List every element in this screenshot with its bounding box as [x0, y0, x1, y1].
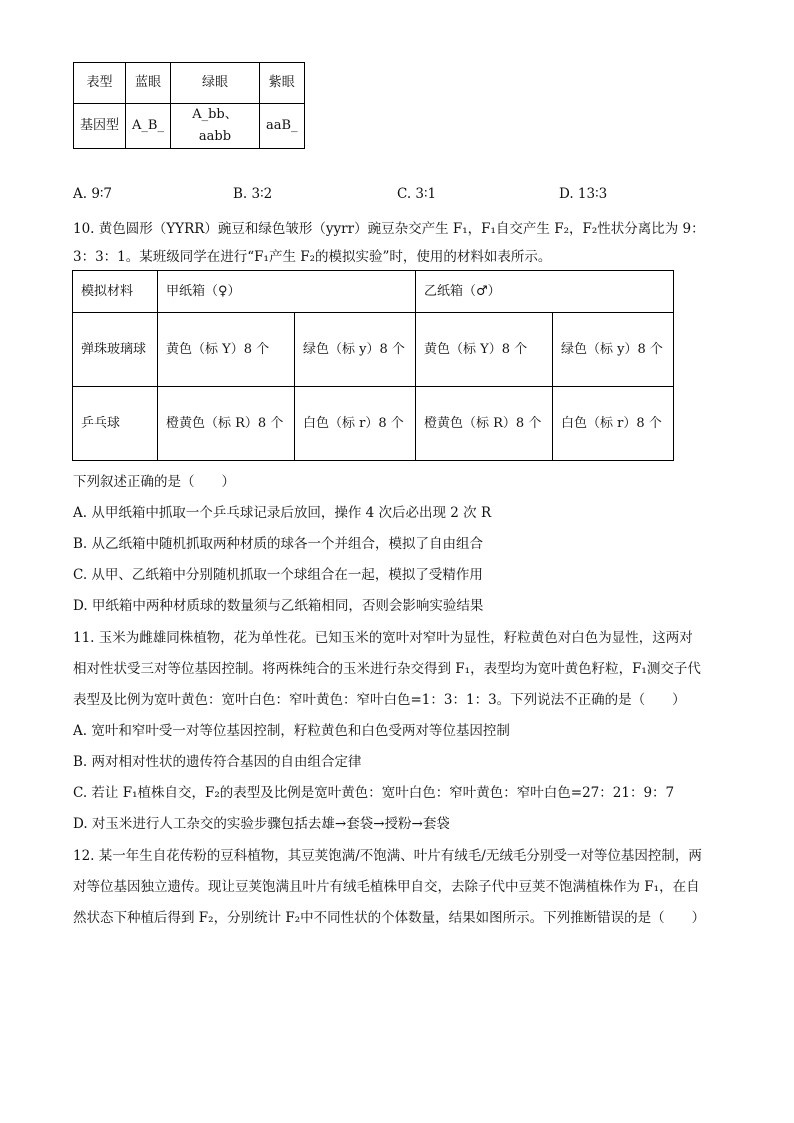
- option-b: B. 两对相对性状的遗传符合基因的自由组合定律: [73, 754, 362, 770]
- option-d: D. 13∶3: [559, 186, 608, 202]
- table-cell: A_bb、aabb: [170, 104, 259, 149]
- table-cell: 白色（标 r）8 个: [295, 387, 416, 461]
- table-cell: 橙黄色（标 R）8 个: [158, 387, 295, 461]
- eye-color-table: [73, 62, 305, 149]
- table-cell: A_B_: [126, 104, 171, 149]
- table-cell: 绿色（标 y）8 个: [553, 313, 674, 387]
- question-11-line-2: 相对性状受三对等位基因控制。将两株纯合的玉米进行杂交得到 F₁，表型均为宽叶黄色籽粒，F₁测交子代: [73, 661, 701, 677]
- question-10-prompt: 下列叙述正确的是（ ）: [73, 474, 235, 490]
- table-row: [73, 271, 674, 313]
- table-row: [73, 387, 674, 461]
- table-cell: 绿色（标 y）8 个: [295, 313, 416, 387]
- table-cell: 蓝眼: [126, 63, 171, 104]
- table-cell: 模拟材料: [73, 271, 158, 313]
- table-cell: 弹珠玻璃球: [73, 313, 158, 387]
- table-cell: aaB_: [259, 104, 304, 149]
- table-row: [73, 313, 674, 387]
- table-cell: 黄色（标 Y）8 个: [416, 313, 553, 387]
- option-a: A. 宽叶和窄叶受一对等位基因控制，籽粒黄色和白色受两对等位基因控制: [73, 723, 510, 739]
- table-cell: 乒乓球: [73, 387, 158, 461]
- option-b: B. 从乙纸箱中随机抓取两种材质的球各一个并组合，模拟了自由组合: [73, 536, 484, 552]
- table-cell: 白色（标 r）8 个: [553, 387, 674, 461]
- option-c: C. 3∶1: [397, 186, 437, 202]
- table-cell: 乙纸箱（♂）: [416, 271, 674, 313]
- table-cell: 黄色（标 Y）8 个: [158, 313, 295, 387]
- question-11-line-3: 表型及比例为宽叶黄色：宽叶白色：窄叶黄色：窄叶白色=1：3：1：3。下列说法不正确的是（ ）: [73, 692, 686, 708]
- question-12-line-2: 对等位基因独立遗传。现让豆荚饱满且叶片有绒毛植株甲自交，去除子代中豆荚不饱满植株作为 F₁，在自: [73, 879, 700, 895]
- question-11-line-1: 11. 玉米为雌雄同株植物，花为单性花。已知玉米的宽叶对窄叶为显性，籽粒黄色对白色为显性，这两对: [73, 630, 693, 646]
- option-a: A. 从甲纸箱中抓取一个乒乓球记录后放回，操作 4 次后必出现 2 次 R: [73, 505, 492, 521]
- option-c: C. 若让 F₁植株自交，F₂的表型及比例是宽叶黄色：宽叶白色：窄叶黄色：窄叶白色=27：21：9：7: [73, 785, 675, 801]
- option-d: D. 甲纸箱中两种材质球的数量须与乙纸箱相同，否则会影响实验结果: [73, 598, 484, 614]
- materials-table: [72, 270, 674, 461]
- question-10-stem-line-2: 3：3：1。某班级同学在进行“F₁产生 F₂的模拟实验”时，使用的材料如表所示。: [73, 249, 552, 265]
- table-cell: 紫眼: [259, 63, 304, 104]
- question-12-line-1: 12. 某一年生自花传粉的豆科植物，其豆荚饱满/不饱满、叶片有绒毛/无绒毛分别受一对等位基因控制，两: [73, 848, 702, 864]
- table-cell: 橙黄色（标 R）8 个: [416, 387, 553, 461]
- table-cell: 表型: [74, 63, 126, 104]
- table-cell: 甲纸箱（♀）: [158, 271, 416, 313]
- table-cell: 基因型: [74, 104, 126, 149]
- option-b: B. 3∶2: [233, 186, 273, 202]
- table-cell: 绿眼: [170, 63, 259, 104]
- option-a: A. 9∶7: [73, 186, 113, 202]
- question-10-stem-line-1: 10. 黄色圆形（YYRR）豌豆和绿色皱形（yyrr）豌豆杂交产生 F₁，F₁自交产生 F₂，F₂性状分离比为 9：: [73, 221, 705, 237]
- option-c: C. 从甲、乙纸箱中分别随机抓取一个球组合在一起，模拟了受精作用: [73, 567, 483, 583]
- option-d: D. 对玉米进行人工杂交的实验步骤包括去雄→套袋→授粉→套袋: [73, 816, 450, 832]
- question-12-line-3: 然状态下种植后得到 F₂，分别统计 F₂中不同性状的个体数量，结果如图所示。下列推断错误的是（ ）: [73, 910, 706, 926]
- table-row: [74, 104, 305, 149]
- table-row: [74, 63, 305, 104]
